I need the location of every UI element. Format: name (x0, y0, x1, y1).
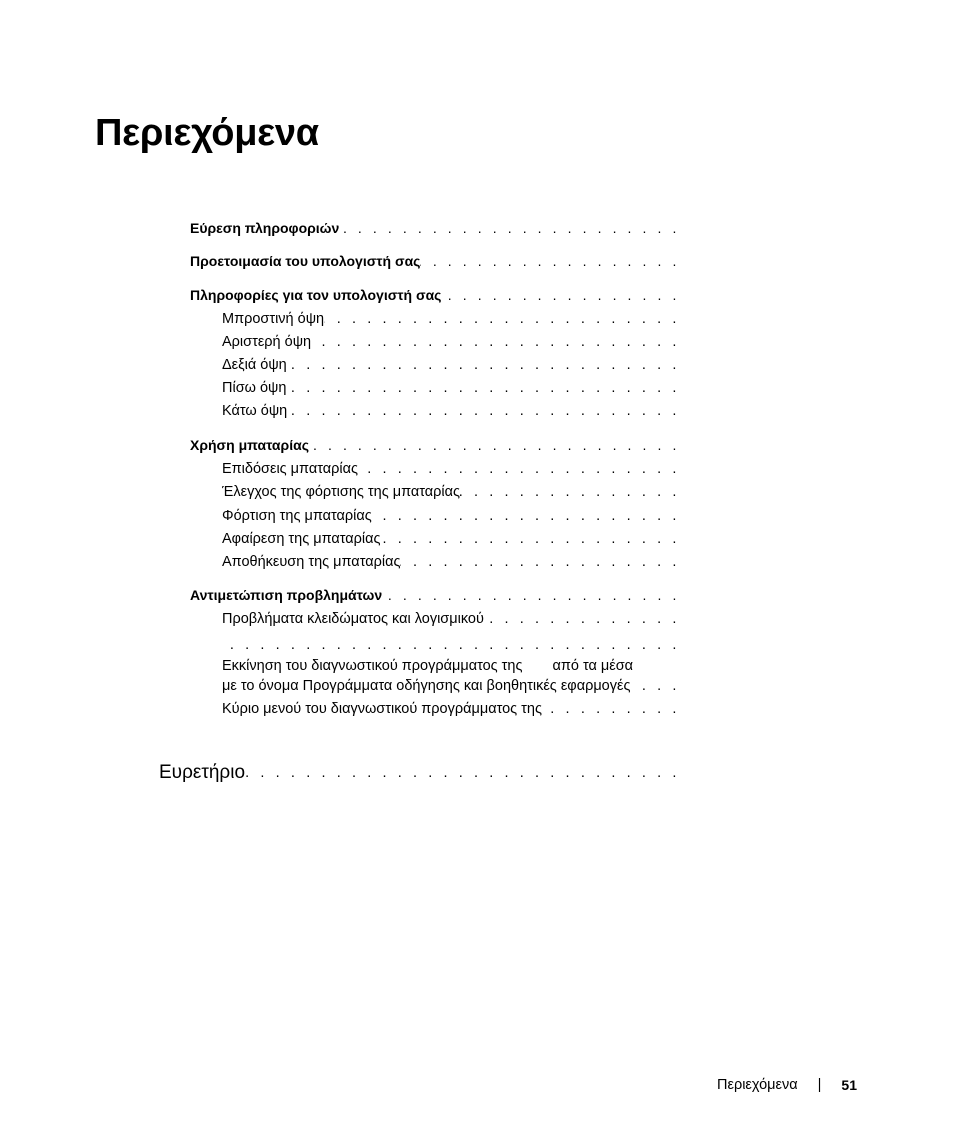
toc-entry-label: Ευρετήριο (159, 762, 246, 783)
toc-entry-finding-information[interactable] (190, 219, 680, 237)
page-footer (600, 1077, 857, 1093)
toc-subentry-label: Μπροστινή όψη (222, 311, 325, 327)
toc-subentry-label: Έλεγχος της φόρτισης της μπαταρίας (222, 484, 461, 500)
toc-subentry-label: Κύριο μενού του διαγνωστικού προγράμματος της (222, 701, 542, 717)
toc-subentry-right-view[interactable] (222, 356, 680, 374)
dot-leader (460, 483, 680, 501)
footer-separator: | (817, 1077, 822, 1093)
toc-subentry-removing-battery[interactable] (222, 530, 680, 548)
toc-entry-label: Πληροφορίες για τον υπολογιστή σας (190, 287, 442, 303)
toc-entry-label: Χρήση μπαταρίας (190, 437, 309, 453)
toc-entry-setting-up[interactable] (190, 252, 680, 270)
dot-leader (311, 333, 680, 351)
toc-subentry-label: Αριστερή όψη (222, 334, 312, 350)
toc-subentry-front-view[interactable] (222, 310, 680, 328)
toc-entry-label: Αντιμετώπιση προβλημάτων (190, 587, 383, 603)
toc-subentry-lockups-software[interactable] (222, 610, 680, 628)
dot-leader (222, 636, 680, 654)
dot-leader (309, 436, 680, 454)
dot-leader (382, 586, 680, 604)
dot-leader (441, 286, 680, 304)
dot-leader (245, 762, 680, 784)
toc-entry-troubleshooting[interactable] (190, 586, 680, 604)
toc-entry-index[interactable] (159, 762, 680, 784)
page-title: Περιεχόμενα (95, 112, 319, 154)
toc-subentry-checking-charge[interactable] (222, 483, 680, 501)
toc-subentry-label: Πίσω όψη (222, 380, 287, 396)
toc-subentry-battery-performance[interactable] (222, 460, 680, 478)
dot-leader (358, 460, 680, 478)
toc-subentry-label: Κάτω όψη (222, 403, 288, 419)
toc-entry-using-battery[interactable] (190, 436, 680, 454)
dot-leader (286, 379, 680, 397)
dot-leader (484, 610, 680, 628)
dot-leader (400, 553, 680, 571)
toc-subentry-storing-battery[interactable] (222, 553, 680, 571)
dot-leader (381, 530, 680, 548)
toc-subentry-bottom-view[interactable] (222, 402, 680, 420)
toc-subentry-label: Προβλήματα κλειδώματος και λογισμικού (222, 611, 484, 627)
toc-subentry-label: Αφαίρεση της μπαταρίας (222, 531, 381, 547)
toc-entry-label: Προετοιμασία του υπολογιστή σας (190, 253, 421, 269)
dot-leader (324, 310, 680, 328)
toc-subentry-label: Επιδόσεις μπαταρίας (222, 461, 358, 477)
dot-leader (372, 507, 680, 525)
page-number: 51 (841, 1077, 857, 1093)
toc-entry-about-computer[interactable] (190, 286, 680, 304)
toc-subentry-blank[interactable] (222, 636, 680, 654)
footer-section-title: Περιεχόμενα (717, 1077, 798, 1093)
toc-subentry-charging-battery[interactable] (222, 507, 680, 525)
toc-subentry-start-diagnostics[interactable] (222, 656, 680, 696)
toc-subentry-label-line2: με το όνομα Προγράμματα οδήγησης και βοηθητικές εφαρμογές (222, 678, 631, 694)
toc-subentry-label: Δεξιά όψη (222, 357, 287, 373)
dot-leader (542, 700, 680, 718)
toc-subentry-left-view[interactable] (222, 333, 680, 351)
toc-subentry-label: Αποθήκευση της μπαταρίας (222, 554, 401, 570)
dot-leader (630, 676, 680, 696)
dot-leader (287, 402, 680, 420)
dot-leader (287, 356, 680, 374)
dot-leader (420, 252, 680, 270)
toc-subentry-label: Φόρτιση της μπαταρίας (222, 508, 372, 524)
toc-entry-label: Εύρεση πληροφοριών (190, 220, 340, 236)
dot-leader (339, 219, 680, 237)
toc-subentry-label-part1: Εκκίνηση του διαγνωστικού προγράμματος της (222, 658, 523, 674)
toc-subentry-back-view[interactable] (222, 379, 680, 397)
toc-subentry-label-part2: από τα μέσα (552, 658, 634, 674)
toc-subentry-diagnostics-main-menu[interactable] (222, 700, 680, 718)
